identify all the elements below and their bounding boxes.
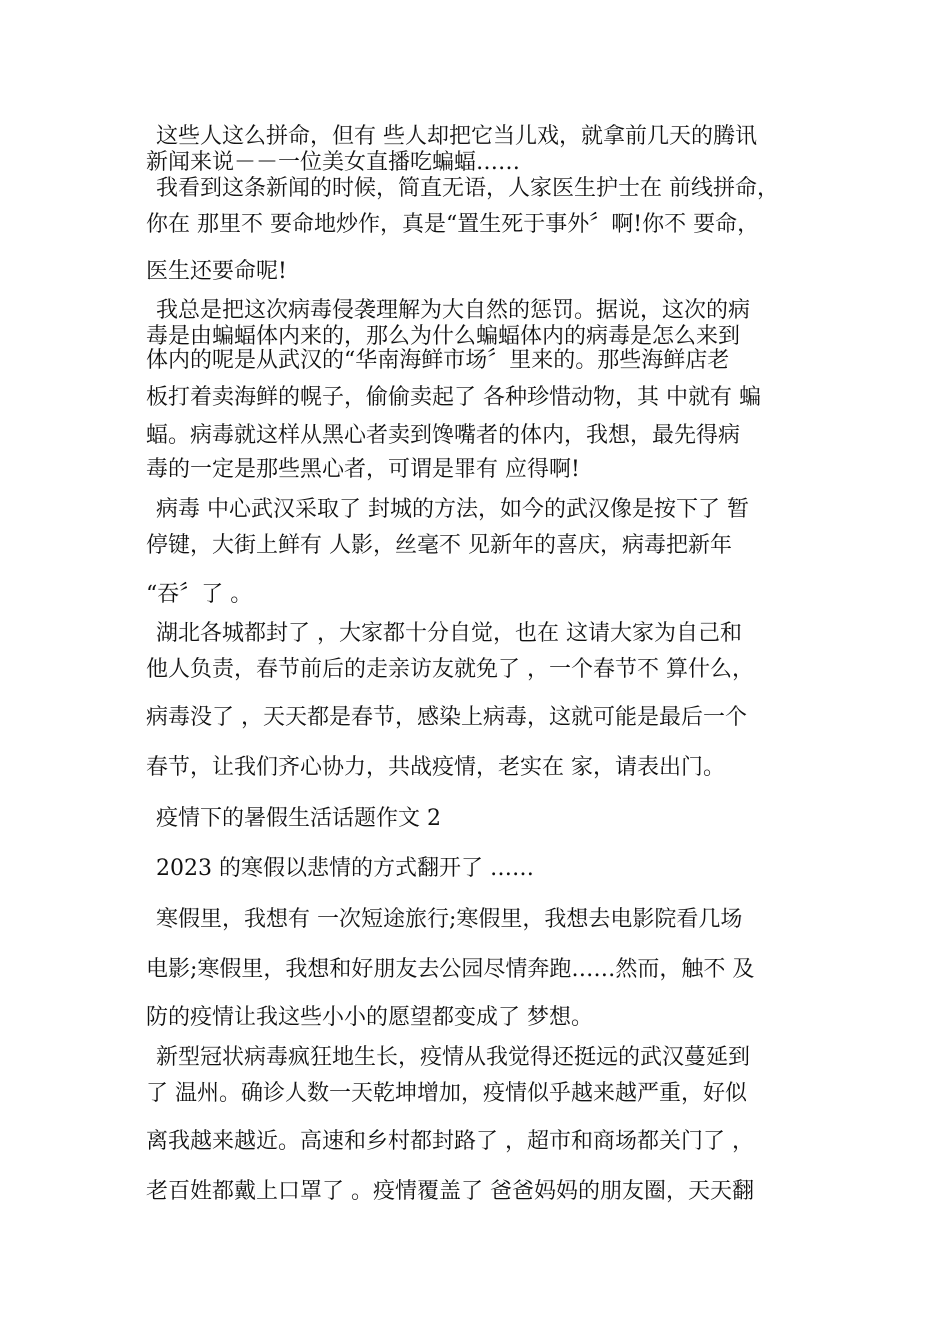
- text-line: 新闻来说－－一位美女直播吃蝙蝠……: [146, 150, 521, 175]
- text-line: 老百姓都戴上口罩了 。疫情覆盖了 爸爸妈妈的朋友圈，天天翻: [146, 1179, 754, 1204]
- text-line: 电影;寒假里，我想和好朋友去公园尽情奔跑……然而，触不 及: [146, 957, 755, 982]
- section-heading: 疫情下的暑假生活话题作文 2: [156, 806, 441, 831]
- text-line: 离我越来越近。高速和乡村都封路了 ，超市和商场都关门了 ，: [146, 1129, 754, 1154]
- text-line: 2023 的寒假以悲情的方式翻开了 ……: [156, 856, 534, 881]
- text-line: 体内的呢是从武汉的“华南海鲜市场〞里来的。那些海鲜店老: [146, 348, 730, 373]
- text-line: 新型冠状病毒疯狂地生长，疫情从我觉得还挺远的武汉蔓延到: [156, 1045, 751, 1070]
- text-line: 寒假里，我想有 一次短途旅行;寒假里，我想去电影院看几场: [156, 907, 743, 932]
- text-line: 停键，大街上鲜有 人影，丝毫不 见新年的喜庆，病毒把新年: [146, 533, 732, 558]
- text-line: 病毒没了 ，天天都是春节，感染上病毒，这就可能是最后一个: [146, 705, 747, 730]
- text-line: 毒的一定是那些黑心者，可谓是罪有 应得啊!: [146, 457, 580, 482]
- text-line: 了 温州。确诊人数一天乾坤增加，疫情似乎越来越严重，好似: [146, 1081, 747, 1106]
- text-line: 他人负责，春节前后的走亲访友就免了 ，一个春节不 算什么，: [146, 657, 754, 682]
- text-line: 蝠。病毒就这样从黑心者卖到馋嘴者的体内，我想，最先得病: [146, 423, 741, 448]
- text-line: 医生还要命呢!: [146, 259, 287, 284]
- text-line: 湖北各城都封了 ，大家都十分自觉，也在 这请大家为自己和: [156, 621, 742, 646]
- text-line: 你在 那里不 要命地炒作，真是“置生死于事外〞啊!你不 要命，: [146, 212, 760, 237]
- text-line: 病毒 中心武汉采取了 封城的方法，如今的武汉像是按下了 暂: [156, 497, 749, 522]
- text-line: 春节，让我们齐心协力，共战疫情，老实在 家，请表出门。: [146, 755, 725, 780]
- text-line: 毒是由蝙蝠体内来的，那么为什么蝙蝠体内的病毒是怎么来到: [146, 324, 741, 349]
- text-line: 板打着卖海鲜的幌子，偷偷卖起了 各种珍惜动物，其 中就有 蝙: [146, 385, 761, 410]
- text-line: “吞〞了 。: [146, 582, 253, 607]
- text-line: 我看到这条新闻的时候，简直无语，人家医生护士在 前线拼命，: [156, 176, 779, 201]
- text-line: 我总是把这次病毒侵袭理解为大自然的惩罚。据说，这次的病: [156, 298, 751, 323]
- text-line: 防的疫情让我这些小小的愿望都变成了 梦想。: [146, 1005, 593, 1030]
- text-line: 这些人这么拼命，但有 些人却把它当儿戏，就拿前几天的腾讯: [156, 124, 757, 149]
